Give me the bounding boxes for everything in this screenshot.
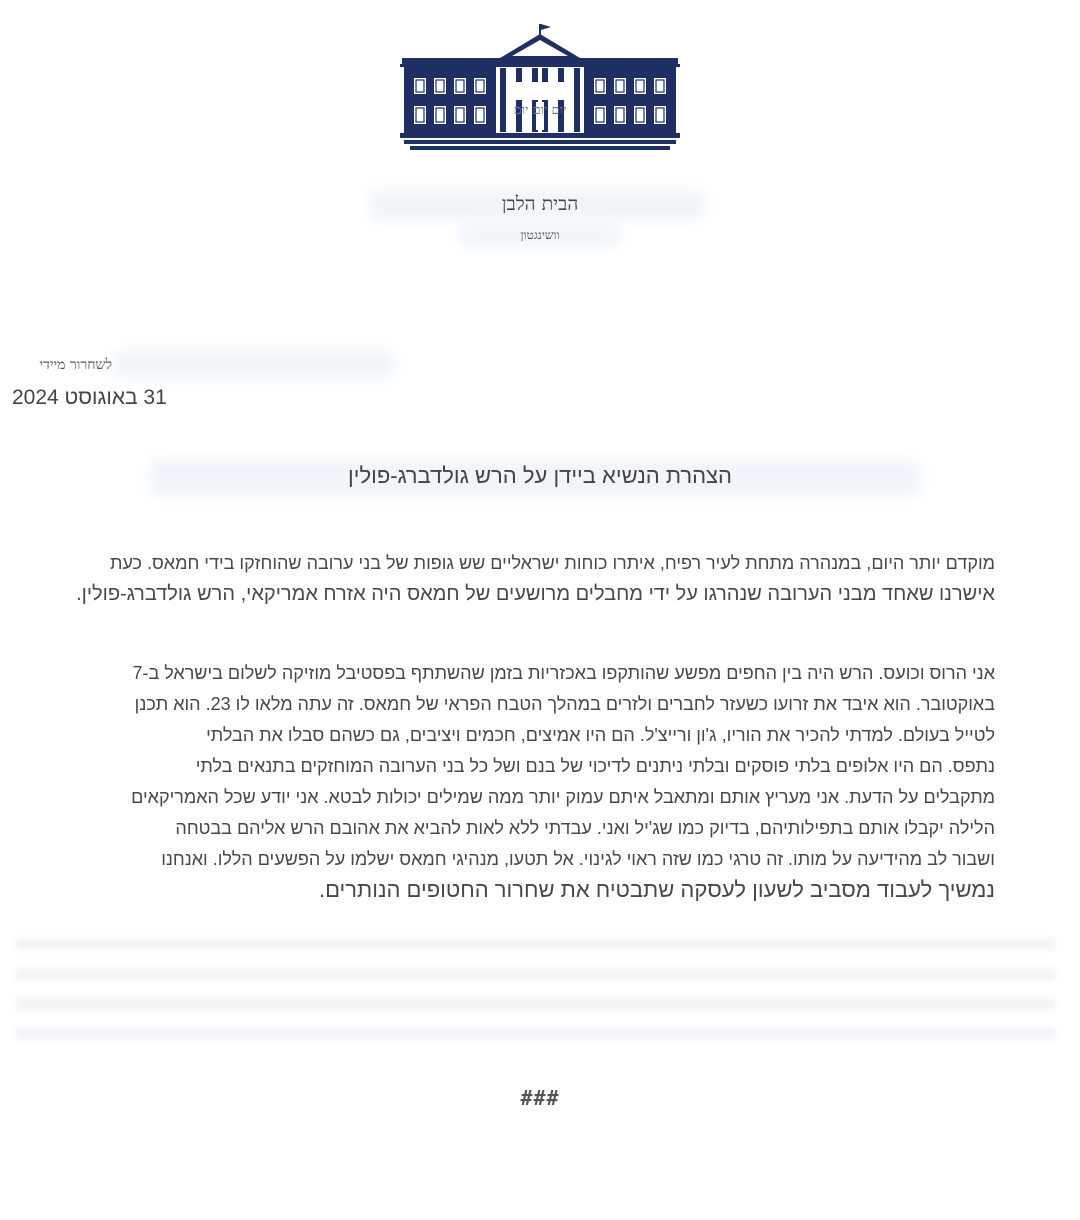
seal-text: יום יום יום [513, 103, 567, 118]
release-label: לשחרור מיידי [39, 357, 112, 373]
end-mark: ### [520, 1086, 560, 1110]
paragraph-line: לטייל בעולם. למדתי להכיר את הוריו, ג'ון ורייצ'ל. הם היו אמיצים, חכמים ויציבים, גם כשהם סבלו את הבלתי [206, 725, 995, 745]
paragraph-line: הלילה יקבלו אותם בתפילותיהם, בדיוק כמו שג'יל ואני. עבדתי ללא לאות להביא את אהובם הרש אליהם בבטחה [175, 818, 995, 838]
paragraph-line: אני הרוס וכועס. הרש היה בין החפים מפשע שהותקפו באכזריות בזמן שהשתתף בפסטיבל מוזיקה לשלום בישראל ב-7 [132, 663, 995, 683]
paragraph-1 [15, 548, 995, 610]
organization-name: הבית הלבן [501, 193, 579, 215]
white-house-icon [400, 22, 680, 156]
paragraph-2 [15, 658, 995, 905]
paragraph-line: אישרנו שאחד מבני הערובה שנהרגו על ידי מחבלים מרושעים של חמאס היה אזרח אמריקאי, הרש גולדברג-פולין. [76, 583, 995, 605]
ghost-release-band [115, 350, 395, 378]
release-date: 31 באוגוסט 2024 [12, 386, 167, 409]
paragraph-line: מוקדם יותר היום, במנהרה מתחת לעיר רפיח, איתרו כוחות ישראליים שש גופות של בני ערובה שהוחזקו בידי חמאס. כעת [109, 553, 995, 573]
paragraph-line: ושבור לב מהידיעה על מותו. זה טרגי כמו שזה ראוי לגינוי. אל תטעו, מנהיגי חמאס ישלמו על הפשעים הללו. ואנחנו [161, 849, 995, 869]
statement-title: הצהרת הנשיא ביידן על הרש גולדברג-פולין [348, 463, 732, 488]
paragraph-line: נמשיך לעבוד מסביב לשעון לעסקה שתבטיח את שחרור החטופים הנותרים. [318, 877, 995, 902]
organization-city: וושינגטון [520, 228, 560, 242]
faded-text-background [15, 920, 1055, 1040]
paragraph-line: באוקטובר. הוא איבד את זרועו כשעזר לחברים ולזרים במהלך הטבח הפראי של חמאס. זה עתה מלאו לו 23. הוא תכנן [134, 694, 995, 714]
paragraph-line: מתקבלים על הדעת. אני מעריץ אותם ומתאבל איתם עמוק יותר ממה שמילים יכולות לבטא. אני יודע שכל האמריקאים [131, 787, 995, 807]
paragraph-line: נתפס. הם היו אלופים בלתי פוסקים ובלתי ניתנים לדיכוי של בנם ושל כל בני הערובה המוחזקים בתנאים בלתי [195, 756, 995, 776]
